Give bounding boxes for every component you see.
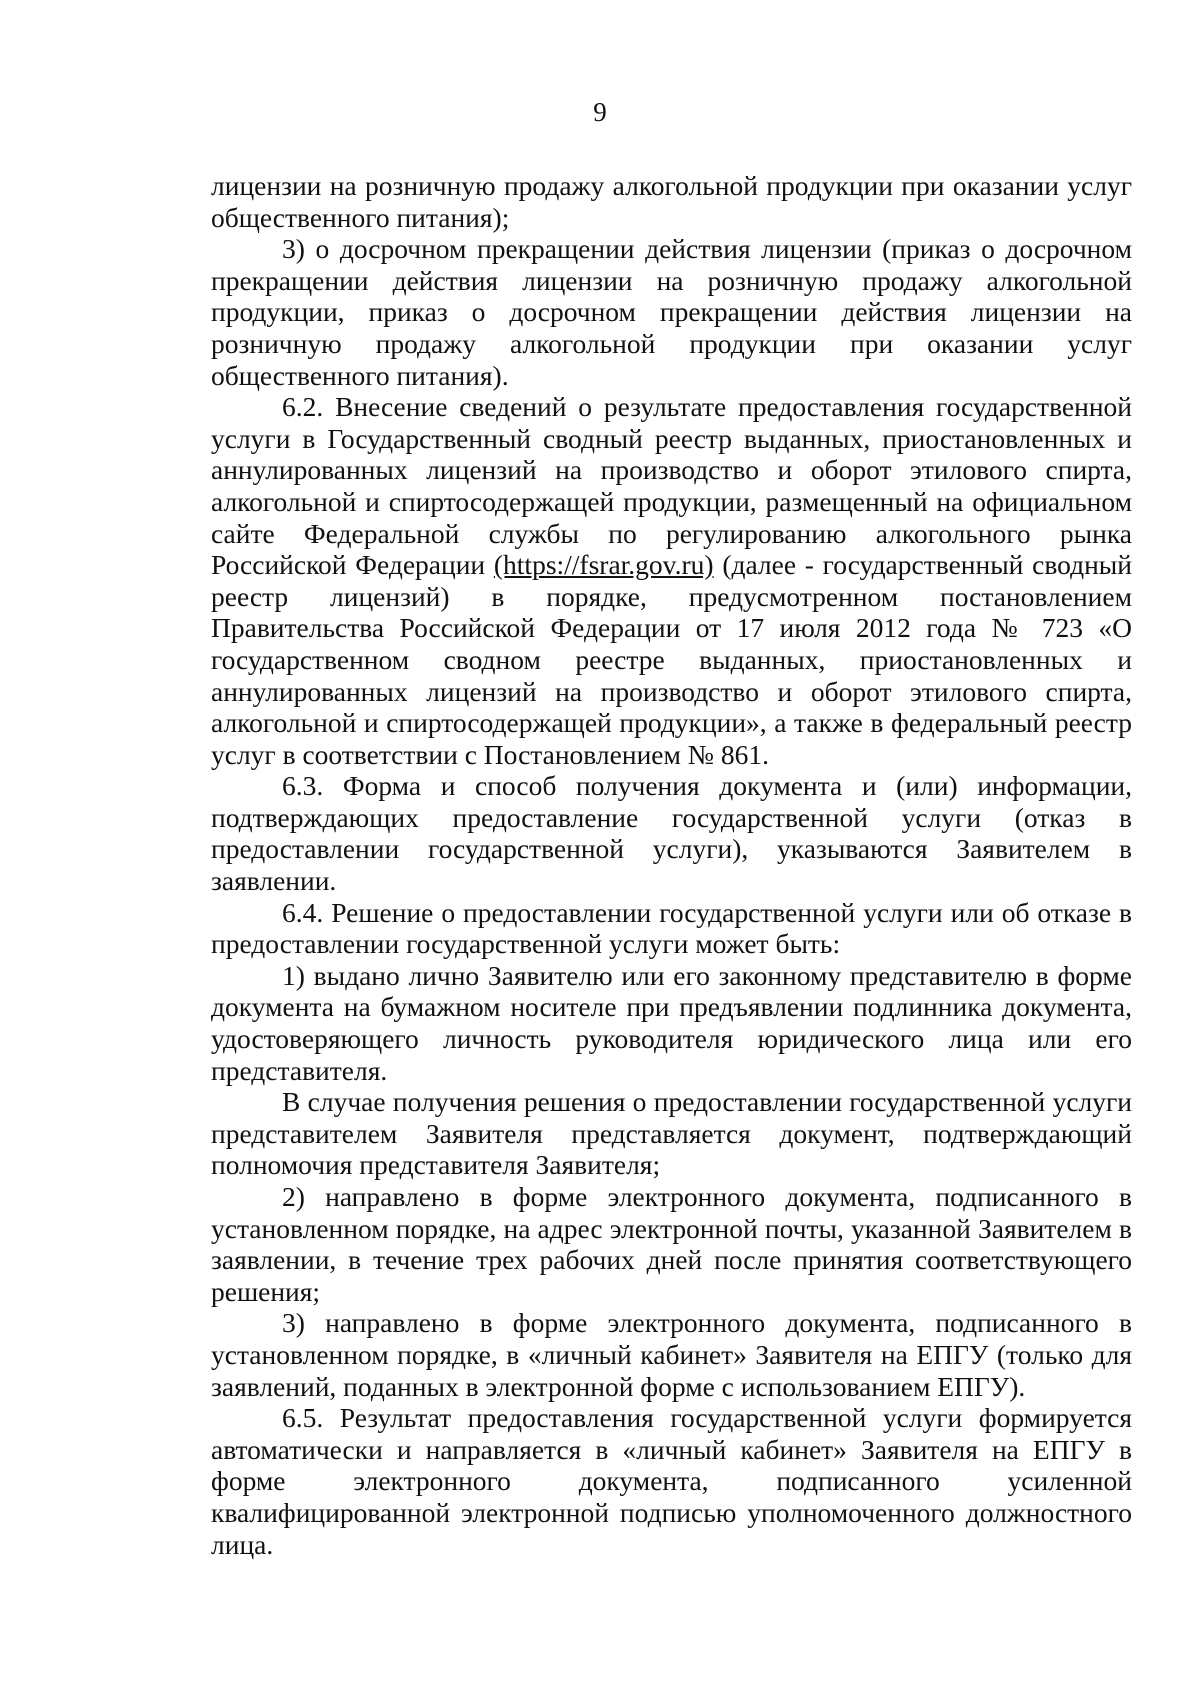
paragraph-6-4-item-2: 2) направлено в форме электронного документа, подписанного в установленном порядке, на адрес электронной почты, указанной Заявителем в заявлении, в течение трех рабочих дней после принятия соответствующего решения;	[211, 1181, 1132, 1307]
fsrar-link[interactable]: (https://fsrar.gov.ru)	[493, 549, 714, 581]
paragraph-6-4: 6.4. Решение о предоставлении государственной услуги или об отказе в предоставлении государственной услуги может быть:	[211, 896, 1132, 960]
document-body	[211, 170, 1132, 1560]
paragraph-continuation: лицензии на розничную продажу алкогольной продукции при оказании услуг общественного питания);	[211, 170, 1132, 233]
paragraph-representative: В случае получения решения о предоставлении государственной услуги представителем Заявителя представляется документ, подтверждающий полномочия представителя Заявителя;	[211, 1086, 1132, 1181]
page-number: 9	[593, 97, 607, 127]
paragraph-6-2	[211, 391, 1132, 770]
paragraph-6-3: 6.3. Форма и способ получения документа и (или) информации, подтверждающих предоставление государственной услуги (отказ в предоставлении государственной услуги), указываются Заявителем в заявлении.	[211, 770, 1132, 897]
paragraph-6-4-item-1: 1) выдано лично Заявителю или его законному представителю в форме документа на бумажном носителе при предъявлении подлинника документа, удостоверяющего личность руководителя юридического лица или его представителя.	[211, 959, 1132, 1086]
paragraph-item-3: 3) о досрочном прекращении действия лицензии (приказ о досрочном прекращении действия лицензии на розничную продажу алкогольной продукции, приказ о досрочном прекращении действия лицензии на розничную продажу алкогольной продукции при оказании услуг общественного питания).	[211, 233, 1132, 391]
paragraph-6-2-text-start: 6.2. Внесение сведений о результате предоставления государственной услуги в Государственный сводный реестр выданных, приостановленных и аннулированных лицензий на производство и оборот этилового спирта, алкогольной и спиртосодержащей продукции, размещенный на официальном сайте Федеральной службы по регулированию алкогольного рынка Российской Федерации	[211, 391, 1132, 581]
paragraph-6-5: 6.5. Результат предоставления государственной услуги формируется автоматически и направляется в «личный кабинет» Заявителя на ЕПГУ в форме электронного документа, подписанного усиленной квалифицированной электронной подписью уполномоченного должностного лица.	[211, 1402, 1132, 1560]
paragraph-6-2-text-end: (далее - государственный сводный реестр лицензий) в порядке, предусмотренном постановлением Правительства Российской Федерации от 17 июля 2012 года № 723 «О государственном сводном реестре выданных, приостановленных и аннулированных лицензий на производство и оборот этилового спирта, алкогольной и спиртосодержащей продукции», а также в федеральный реестр услуг в соответствии с Постановлением № 861.	[211, 549, 1132, 770]
paragraph-6-4-item-3: 3) направлено в форме электронного документа, подписанного в установленном порядке, в «личный кабинет» Заявителя на ЕПГУ (только для заявлений, поданных в электронной форме с использованием ЕПГУ).	[211, 1307, 1132, 1402]
